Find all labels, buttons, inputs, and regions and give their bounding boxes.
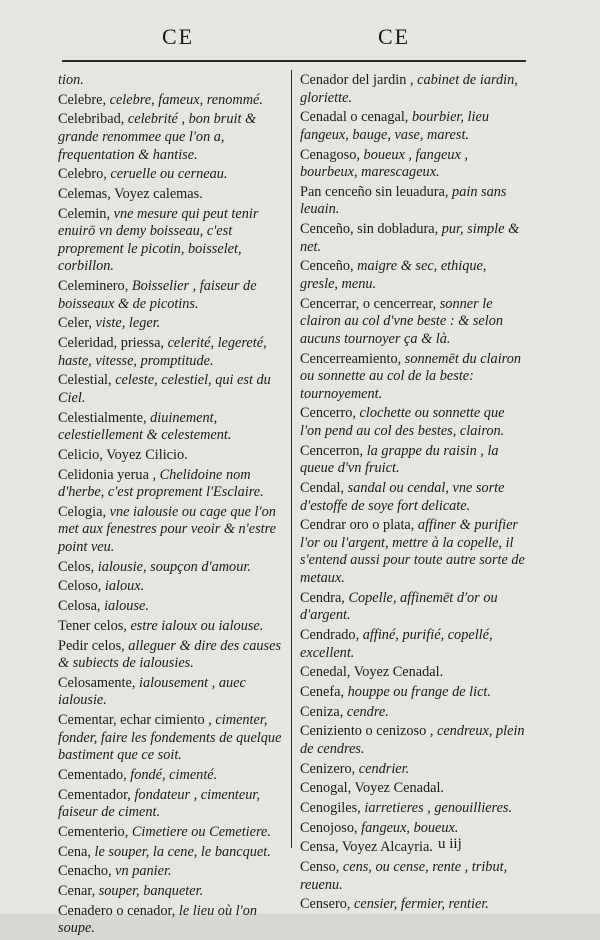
entry-definition: cabinet de iardin, gloriette.: [300, 72, 518, 106]
entry-headword: Cena,: [58, 843, 95, 860]
entry-definition: vne ialousie ou cage que l'on met aux fenestres pour veoir & n'estre point veu.: [58, 503, 276, 556]
dictionary-entry: [300, 443, 528, 478]
entry-headword: Celos,: [58, 558, 98, 575]
dictionary-entry: [58, 72, 286, 90]
dictionary-entry: [58, 824, 286, 842]
dictionary-entry: [300, 405, 528, 440]
dictionary-entry: [58, 844, 286, 862]
entry-definition: Chelidoine nom d'herbe, c'est proprement l'Esclaire.: [58, 466, 264, 501]
dictionary-entry: [300, 480, 528, 515]
column-divider: [291, 70, 292, 848]
dictionary-entry: [58, 166, 286, 184]
dictionary-entry: [58, 92, 286, 110]
entry-definition: Copelle, affinemēt d'or ou d'argent.: [300, 589, 498, 624]
entry-headword: Ceniziento o cenizoso ,: [300, 723, 437, 740]
entry-definition: estre ialoux ou ialouse.: [130, 617, 264, 634]
running-head-left: CE: [162, 24, 195, 49]
dictionary-entry: [300, 296, 528, 349]
entry-definition: le lieu où l'on soupe.: [58, 902, 258, 937]
entry-definition: tion.: [58, 72, 84, 88]
entry-headword: Celestial,: [58, 372, 116, 389]
entry-definition: la grappe du raisin , la queue d'vn fruict.: [300, 442, 499, 477]
entry-headword: Cenojoso,: [300, 819, 362, 836]
entry-definition: souper, banqueter.: [98, 882, 204, 899]
signature-mark: u iij: [438, 836, 462, 852]
entry-headword: Cenagoso,: [300, 146, 364, 163]
entry-headword: Cendrar oro o plata,: [300, 517, 418, 534]
entry-definition: ialousement , auec ialousie.: [58, 674, 246, 709]
entry-definition: cimenter, fonder, faire les fondements de quelque bastiment que ce soit.: [58, 712, 282, 764]
dictionary-entry: [58, 638, 286, 673]
dictionary-entry: [58, 504, 286, 557]
entry-headword: Celoso,: [58, 578, 105, 595]
dictionary-entry: [300, 780, 528, 798]
entry-definition: cens, ou cense, rente , tribut, reuenu.: [300, 859, 508, 893]
entry-definition: le souper, la cene, le bancquet.: [94, 843, 271, 860]
entry-headword: Cendal,: [300, 480, 348, 496]
dictionary-entry: [58, 767, 286, 785]
dictionary-entry: [300, 627, 528, 662]
dictionary-entry: [300, 221, 528, 256]
entry-definition: ialouse.: [104, 598, 149, 615]
entry-headword: Cencerrar, o cencerrear,: [300, 295, 440, 312]
dictionary-entry: [300, 704, 528, 722]
entry-headword: Celestialmente,: [58, 409, 151, 426]
entry-headword: Cenizero,: [300, 760, 359, 777]
dictionary-entry: [58, 598, 286, 616]
entry-definition: ialousie, soupçon d'amour.: [97, 558, 251, 575]
dictionary-entry: [58, 675, 286, 710]
entry-headword: Celemin,: [58, 205, 114, 222]
entry-headword: Celeminero,: [58, 278, 132, 295]
entry-headword: Censa, Voyez Alcayria.: [300, 839, 433, 856]
dictionary-entry: [300, 258, 528, 293]
dictionary-entry: [300, 109, 528, 144]
entry-definition: viste, leger.: [95, 315, 161, 332]
dictionary-entry: [300, 820, 528, 838]
entry-definition: maigre & sec, ethique, gresle, menu.: [300, 258, 487, 292]
entry-headword: Cementerio,: [58, 823, 132, 840]
entry-definition: ialoux.: [104, 578, 145, 595]
dictionary-entry: [58, 372, 286, 407]
entry-headword: Celemas, Voyez calemas.: [58, 185, 203, 202]
dictionary-entry: [300, 896, 528, 914]
dictionary-entry: [58, 578, 286, 596]
entry-headword: Cementado,: [58, 766, 131, 783]
entry-definition: vn panier.: [115, 863, 172, 880]
entry-definition: ceruelle ou cerneau.: [110, 166, 228, 183]
entry-headword: Cenefa,: [300, 684, 348, 700]
entry-definition: celebrité , bon bruit & grande renommee que l'on a, frequentation & hantise.: [58, 111, 257, 163]
dictionary-entry: [58, 903, 286, 938]
entry-definition: pur, simple & net.: [300, 221, 520, 255]
entry-definition: affiner & purifier l'or ou l'argent, mettre à la copelle, il s'entend aussi pour toute autre sorte de metaux.: [300, 517, 525, 587]
dictionary-entry: [58, 467, 286, 502]
entry-definition: pain sans leuain.: [300, 183, 507, 218]
entry-headword: Celebribad,: [58, 111, 128, 128]
entry-definition: celebre, fameux, renommé.: [109, 91, 263, 108]
dictionary-entry: [300, 351, 528, 404]
dictionary-entry: [300, 859, 528, 894]
dictionary-entry: [300, 517, 528, 587]
dictionary-entry: [300, 839, 528, 857]
entry-headword: Celosa,: [58, 598, 105, 615]
entry-headword: Cenedal, Voyez Cenadal.: [300, 664, 444, 681]
right-column: [300, 72, 528, 916]
entry-headword: Cementar, echar cimiento ,: [58, 712, 216, 729]
entry-headword: Cenceño, sin dobladura,: [300, 221, 442, 238]
dictionary-entry: [300, 72, 528, 107]
dictionary-entry: [58, 787, 286, 822]
entry-definition: celerité, legereté, haste, vitesse, promptitude.: [58, 335, 267, 369]
entry-definition: censier, fermier, rentier.: [354, 896, 489, 913]
entry-headword: Pedir celos,: [58, 637, 129, 654]
entry-definition: sonner le clairon au col d'vne beste : & selon aucuns tournoyer ça & là.: [300, 295, 504, 347]
entry-definition: cendrier.: [358, 760, 410, 777]
dictionary-entry: [300, 761, 528, 779]
dictionary-entry: [300, 184, 528, 219]
entry-definition: cendreux, plein de cendres.: [300, 723, 525, 757]
dictionary-entry: [58, 315, 286, 333]
entry-headword: Pan cenceño sin leuadura,: [300, 183, 453, 200]
dictionary-entry: [300, 684, 528, 702]
entry-headword: Ceniza,: [300, 703, 347, 720]
entry-headword: Cencerro,: [300, 405, 360, 422]
entry-headword: Tener celos,: [58, 617, 131, 634]
entry-definition: sandal ou cendal, vne sorte d'estoffe de soye fort delicate.: [300, 480, 505, 514]
dictionary-entry: [300, 664, 528, 682]
entry-headword: Cenadal o cenagal,: [300, 109, 412, 126]
dictionary-entry: [300, 147, 528, 182]
entry-definition: sonnemēt du clairon ou sonnette au col de la beste: tournoyement.: [300, 350, 522, 402]
running-head-right: CE: [378, 24, 411, 49]
entry-headword: Celicio, Voyez Cilicio.: [58, 446, 188, 463]
dictionary-entry: [58, 410, 286, 445]
entry-headword: Cenar,: [58, 882, 99, 899]
entry-definition: diuinement, celestiellement & celestement.: [58, 409, 232, 444]
entry-definition: fondateur , cimenteur, faiseur de ciment.: [58, 786, 260, 821]
entry-headword: Cenogal, Voyez Cenadal.: [300, 780, 444, 797]
dictionary-entry: [58, 712, 286, 765]
dictionary-entry: [300, 800, 528, 818]
entry-headword: Celeridad, priessa,: [58, 335, 168, 352]
dictionary-entry: [58, 559, 286, 577]
entry-definition: affiné, purifié, copellé, excellent.: [300, 627, 493, 661]
entry-definition: cendre.: [346, 703, 389, 720]
left-column: [58, 72, 286, 940]
dictionary-entry: [58, 618, 286, 636]
entry-headword: Censero,: [300, 896, 354, 913]
dictionary-entry: [58, 447, 286, 465]
entry-headword: Celebro,: [58, 166, 111, 183]
dictionary-entry: [58, 335, 286, 370]
entry-definition: boueux , fangeux , bourbeux, marescageux.: [300, 146, 468, 181]
entry-definition: alleguer & dire des causes & subiects de ialousies.: [58, 637, 282, 672]
entry-headword: Cenacho,: [58, 863, 116, 880]
entry-definition: Boisselier , faiseur de boisseaux & de picotins.: [58, 278, 257, 312]
dictionary-entry: [58, 863, 286, 881]
entry-headword: Cencerron,: [300, 442, 367, 459]
entry-definition: Cimetiere ou Cemetiere.: [131, 823, 271, 840]
running-head: [62, 18, 526, 48]
entry-headword: Cenceño,: [300, 258, 358, 275]
dictionary-entry: [300, 723, 528, 758]
dictionary-entry: [58, 206, 286, 276]
entry-headword: Censo,: [300, 859, 343, 876]
entry-headword: Cenadero o cenador,: [58, 902, 179, 919]
entry-definition: vne mesure qui peut tenir enuirō vn demy boisseau, c'est proprement le picotin, boisselet, corbillon.: [58, 205, 259, 275]
entry-headword: Celidonia yerua ,: [58, 466, 160, 483]
entry-definition: fangeux, boueux.: [361, 819, 459, 836]
dictionary-entry: [58, 883, 286, 901]
dictionary-entry: [58, 111, 286, 164]
dictionary-entry: [58, 186, 286, 204]
entry-definition: iarretieres , genouillieres.: [364, 800, 513, 817]
entry-definition: fondé, cimenté.: [130, 766, 218, 783]
entry-headword: Cementador,: [58, 786, 135, 803]
dictionary-entry: [300, 590, 528, 625]
dictionary-entry: [58, 278, 286, 313]
entry-headword: Cendra,: [300, 589, 349, 606]
entry-headword: Celebre,: [58, 91, 110, 108]
entry-headword: Celer,: [58, 315, 96, 332]
entry-headword: Cencerreamiento,: [300, 350, 405, 367]
entry-headword: Cenogiles,: [300, 800, 365, 817]
entry-headword: Cenador del jardin ,: [300, 72, 418, 88]
entry-definition: clochette ou sonnette que l'on pend au col des bestes, clairon.: [300, 405, 505, 440]
entry-headword: Celogia,: [58, 503, 110, 520]
entry-headword: Cendrado,: [300, 627, 363, 644]
entry-headword: Celosamente,: [58, 674, 139, 691]
entry-definition: celeste, celestiel, qui est du Ciel.: [58, 372, 271, 406]
header-rule: [62, 60, 526, 62]
entry-definition: bourbier, lieu fangeux, bauge, vase, marest.: [300, 109, 489, 143]
entry-definition: houppe ou frange de lict.: [347, 684, 491, 700]
